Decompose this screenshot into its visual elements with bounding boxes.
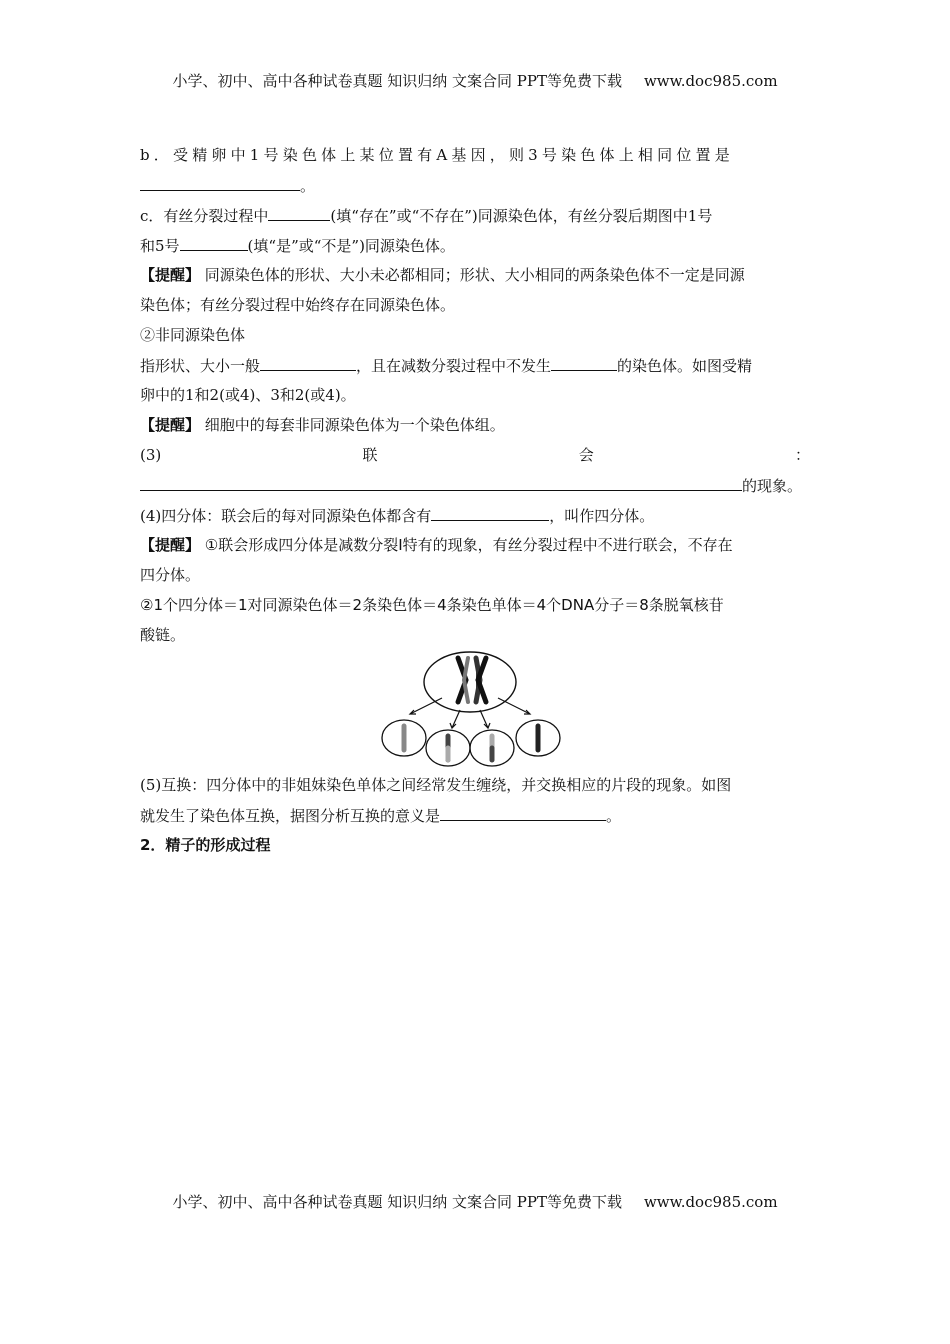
answer-blank-b[interactable]	[140, 170, 300, 191]
tip-1	[140, 260, 810, 290]
answer-blank-nonhom1[interactable]	[260, 350, 356, 371]
answer-blank-nonhom2[interactable]	[551, 350, 617, 371]
question-c-text-3: 和5号	[140, 237, 180, 255]
tip-4-text-a: ②1个四分体＝1对同源染色体＝2条染色体＝4条染色单体＝4个DNA分子＝8条脱氧核苷	[140, 596, 724, 614]
arrows	[410, 698, 530, 728]
answer-blank-c2[interactable]	[180, 230, 248, 251]
synapsis-char-b: 会	[578, 446, 594, 464]
footer-text: 小学、初中、高中各种试卷真题 知识归纳 文案合同 PPT等免费下载	[172, 1193, 622, 1211]
tip-label: 【提醒】	[140, 416, 201, 434]
question-b-text: b．受精卵中1号染色体上某位置有A基因，则3号染色体上相同位置是	[140, 146, 734, 164]
document-body	[140, 140, 810, 860]
tip-1-text-a: 同源染色体的形状、大小未必都相同；形状、大小相同的两条染色体不一定是同源	[204, 266, 745, 284]
tip-2-text: 细胞中的每套非同源染色体为一个染色体组。	[204, 416, 505, 434]
nonhomologous-line-2	[140, 380, 810, 410]
sperm-formation-heading	[140, 830, 810, 860]
header-url[interactable]: www.doc985.com	[643, 72, 778, 90]
section-title: ②非同源染色体	[140, 326, 246, 344]
synapsis-colon: ：	[794, 446, 810, 464]
punct: 。	[300, 177, 316, 195]
footer-url[interactable]: www.doc985.com	[643, 1193, 778, 1211]
tetrad-line	[140, 500, 810, 530]
tip-4-cont	[140, 620, 810, 650]
question-c-text-4: (填“是”或“不是”)同源染色体。	[247, 237, 455, 255]
crossover-line-1	[140, 770, 810, 800]
nonhom-text-2: ，且在减数分裂过程中不发生	[356, 357, 552, 375]
crossing-over-diagram	[380, 650, 570, 770]
crossover-line-2	[140, 800, 810, 830]
answer-blank-c1[interactable]	[268, 200, 330, 221]
tip-4	[140, 590, 810, 620]
section-heading: 2．精子的形成过程	[140, 836, 271, 854]
synapsis-number: (3)	[140, 446, 162, 464]
tip-3-text-a: ①联会形成四分体是减数分裂Ⅰ特有的现象，有丝分裂过程中不进行联会，不存在	[204, 536, 733, 554]
crossover-text-1: (5)互换：四分体中的非姐妹染色单体之间经常发生缠绕，并交换相应的片段的现象。如图	[140, 776, 732, 794]
tip-1-text-b: 染色体；有丝分裂过程中始终存在同源染色体。	[140, 296, 456, 314]
tip-3-cont	[140, 560, 810, 590]
tip-2	[140, 410, 810, 440]
header-text: 小学、初中、高中各种试卷真题 知识归纳 文案合同 PPT等免费下载	[172, 72, 622, 90]
tip-label: 【提醒】	[140, 266, 201, 284]
tetrad-text-2: ，叫作四分体。	[549, 507, 655, 525]
answer-blank-crossover[interactable]	[440, 800, 606, 821]
question-c-text-2: (填“存在”或“不存在”)同源染色体，有丝分裂后期图中1号	[330, 207, 713, 225]
answer-blank-synapsis[interactable]	[140, 470, 742, 491]
crossover-text-2: 就发生了染色体互换，据图分析互换的意义是	[140, 807, 441, 825]
nonhom-text-3: 的染色体。如图受精	[617, 357, 753, 375]
tip-3-text-b: 四分体。	[140, 566, 201, 584]
crossing-over-figure	[140, 650, 810, 770]
tip-3	[140, 530, 810, 560]
nonhom-text-4: 卵中的1和2(或4)、3和2(或4)。	[140, 386, 356, 404]
question-c-line-2	[140, 230, 810, 260]
question-b-answer-line	[140, 170, 810, 200]
question-c-text-1: c．有丝分裂过程中	[140, 207, 269, 225]
tetrad-cell-outline	[424, 652, 516, 712]
nonhom-text-1: 指形状、大小一般	[140, 357, 261, 375]
punct: 。	[606, 807, 622, 825]
tip-4-text-b: 酸链。	[140, 626, 186, 644]
nonhomologous-line-1	[140, 350, 810, 380]
gamete-cells	[382, 720, 560, 766]
tetrad-text-1: (4)四分体：联会后的每对同源染色体都含有	[140, 507, 432, 525]
tip-1-cont	[140, 290, 810, 320]
page-header	[0, 70, 950, 91]
synapsis-line-1	[140, 440, 810, 470]
answer-blank-tetrad[interactable]	[431, 500, 549, 521]
nonhomologous-title	[140, 320, 810, 350]
synapsis-line-2	[140, 470, 810, 500]
synapsis-end: 的现象。	[742, 477, 803, 495]
page-footer	[0, 1191, 950, 1212]
synapsis-char-a: 联	[362, 446, 378, 464]
tip-label: 【提醒】	[140, 536, 201, 554]
question-b-line	[140, 140, 810, 170]
tetrad-chromosomes	[458, 658, 486, 702]
question-c-line-1	[140, 200, 810, 230]
